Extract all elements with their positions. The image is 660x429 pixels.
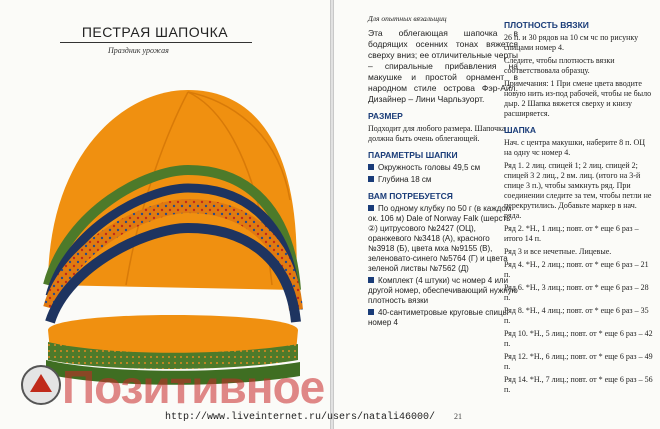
instruction-row: Ряд 10. *Н., 5 лиц.; повт. от * еще 6 раз – 42 п.	[504, 329, 653, 348]
size-heading: РАЗМЕР	[368, 111, 403, 121]
text-column-1	[368, 14, 518, 330]
instruction-row: Ряд 12. *Н., 6 лиц.; повт. от * еще 6 раз – 49 п.	[504, 352, 653, 371]
instruction-row: Ряд 4. *Н., 2 лиц.; повт. от * еще 6 раз – 21 п.	[504, 260, 649, 279]
instruction-row: Ряд 14. *Н., 7 лиц.; повт. от * еще 6 раз – 56 п.	[504, 375, 653, 394]
notes-text: Примечания: 1 При смене цвета вводите новую нить из-под рабочей, чтобы не было дыр. 2 Шапка вяжется сверху и книзу расширяется.	[504, 79, 652, 118]
instruction-row: Ряд 8. *Н., 4 лиц.; повт. от * еще 6 раз – 35 п.	[504, 306, 649, 325]
hat-heading: ШАПКА	[504, 125, 537, 135]
hat-text: Нач. с центра макушки, наберите 8 п. ОЦ на одну чс номер 4.	[504, 138, 646, 157]
page-number: 21	[454, 412, 462, 421]
watermark-text: Позитивное	[62, 361, 325, 413]
materials-heading: ВАМ ПОТРЕБУЕТСЯ	[368, 191, 453, 201]
instruction-row: Ряд 1. 2 лиц. спицей 1; 2 лиц. спицей 2; спицей 3 2 лиц., 2 вм. лиц. (итого на 3-й спице 3 п.), чтобы замкнуть ряд. При соединении следите за тем, чтобы петли не перекрутились. Добавьте маркер в нач. ряда.	[504, 161, 652, 220]
param-item: Глубина 18 см	[368, 175, 518, 185]
gauge-text: 26 п. и 30 рядов на 10 см чс по рисунку спицами номер 4.	[504, 33, 639, 52]
params-heading: ПАРАМЕТРЫ ШАПКИ	[368, 150, 458, 160]
intro-text: Эта облегающая шапочка в бодрящих осенних тонах вяжется сверху вниз; ее отличительные черты – спиральные прибавления на макушке и простой орнамент в народном стиле острова Фэр-Айл. Дизайнер – Лини Чарльзуорт.	[368, 28, 518, 104]
gauge-text-2: Следите, чтобы плотность вязки соответствовала образцу.	[504, 56, 615, 75]
material-item: 40-сантиметровые круговые спицы номер 4	[368, 308, 518, 328]
instruction-row: Ряд 2. *Н., 1 лиц.; повт. от * еще 6 раз – итого 14 п.	[504, 224, 639, 243]
text-column-2	[504, 14, 654, 398]
page-title: ПЕСТРАЯ ШАПОЧКА	[81, 24, 229, 40]
liveinternet-logo	[20, 364, 62, 406]
title-rule	[60, 42, 252, 43]
difficulty-label: Для опытных вязальщиц	[368, 14, 447, 23]
material-item: По одному клубку по 50 г (в каждом ок. 106 м) Dale of Norway Falk (шерсть ②) цитрусового №2427 (ОЦ), оранжевого №3418 (А), красного №3918 (Б), цвета мха №9155 (В), зеленовато-синего №5764 (Г) и цвета зеленой листвы №7562 (Д)	[368, 204, 518, 274]
instruction-row: Ряд 3 и все нечетные. Лицевые.	[504, 247, 612, 256]
size-text: Подходит для любого размера. Шапочка должна быть очень облегающей.	[368, 124, 506, 143]
page-subtitle: Праздник урожая	[108, 46, 169, 55]
material-item: Комплект (4 штуки) чс номер 4 или другой номер, обеспечивающий нужную плотность вязки	[368, 276, 518, 305]
instruction-row: Ряд 6. *Н., 3 лиц.; повт. от * еще 6 раз – 28 п.	[504, 283, 649, 302]
hat-photo	[28, 60, 318, 400]
right-page	[334, 0, 660, 429]
watermark-url[interactable]: http://www.liveinternet.ru/users/natali46000/	[165, 412, 436, 423]
param-item: Окружность головы 49,5 см	[368, 163, 518, 173]
gauge-heading: ПЛОТНОСТЬ ВЯЗКИ	[504, 20, 589, 30]
